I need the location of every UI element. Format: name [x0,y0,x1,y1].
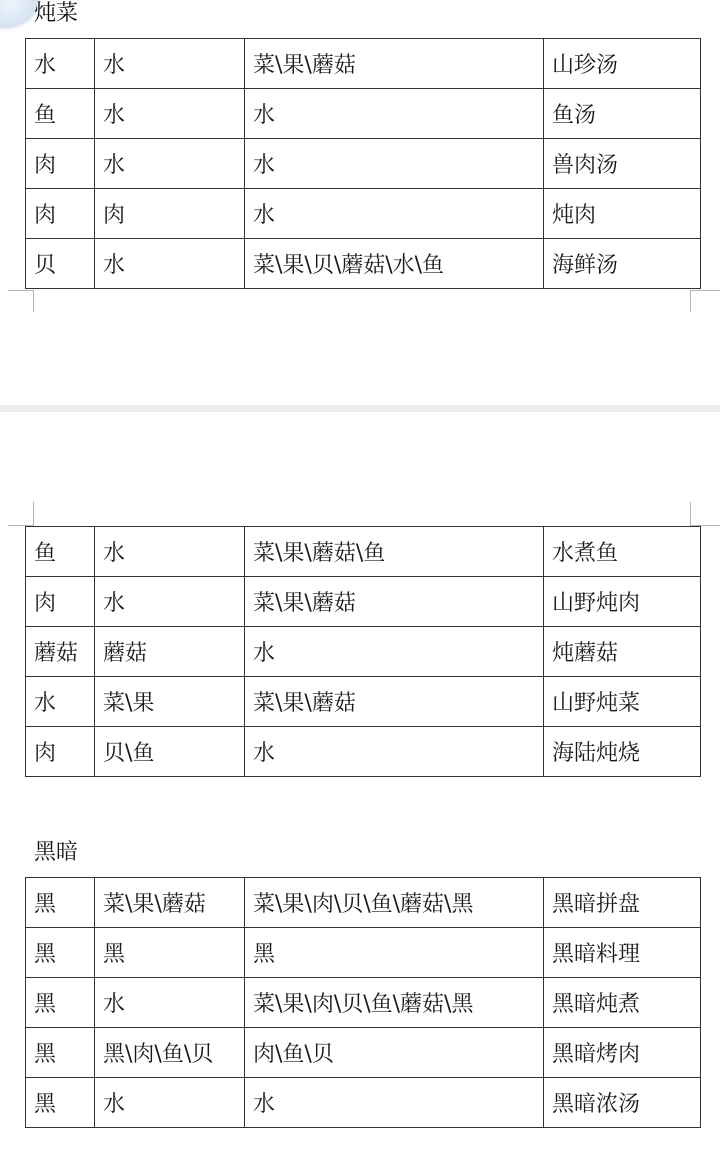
table-cell: 肉 [26,139,95,189]
table-row [26,89,701,139]
table-row [26,39,701,89]
table-cell: 蘑菇 [95,627,245,677]
table-cell: 水 [245,189,544,239]
table-cell: 菜\果\蘑菇 [245,577,544,627]
recipe-table-dark [25,877,701,1128]
table-cell: 水 [95,139,245,189]
table-cell: 黑暗拼盘 [544,878,701,928]
table-cell: 水 [95,527,245,577]
table-cell: 鱼汤 [544,89,701,139]
document-page-1 [0,0,720,405]
table-cell: 蘑菇 [26,627,95,677]
table-cell: 水 [245,1078,544,1128]
table-row [26,1028,701,1078]
table-row [26,527,701,577]
table-cell: 菜\果\蘑菇\鱼 [245,527,544,577]
crop-mark [8,290,34,291]
table-row [26,727,701,777]
table-row [26,577,701,627]
table-cell: 肉\鱼\贝 [245,1028,544,1078]
table-row [26,189,701,239]
recipe-table-stew [25,38,701,289]
table-cell: 肉 [26,577,95,627]
table-cell: 水 [26,677,95,727]
table-cell: 黑 [26,928,95,978]
table-cell: 水 [95,978,245,1028]
table-cell: 肉 [26,189,95,239]
table-cell: 菜\果 [95,677,245,727]
table-row [26,978,701,1028]
table-cell: 水 [245,89,544,139]
recipe-table-stew-continued [25,526,701,777]
table-cell: 肉 [95,189,245,239]
table-cell: 水 [95,1078,245,1128]
page-corner-decoration [0,0,38,26]
table-cell: 水 [245,139,544,189]
table-cell: 肉 [26,727,95,777]
document-page-2 [0,412,720,1172]
table-cell: 菜\果\蘑菇 [245,677,544,727]
table-cell: 水 [95,89,245,139]
section-heading-stew: 炖菜 [34,1,79,26]
table-cell: 水 [26,39,95,89]
table-row [26,677,701,727]
table-cell: 海陆炖烧 [544,727,701,777]
table-cell: 黑 [95,928,245,978]
table-cell: 黑 [26,878,95,928]
table-row [26,928,701,978]
table-cell: 兽肉汤 [544,139,701,189]
table-cell: 黑 [26,978,95,1028]
table-cell: 贝 [26,239,95,289]
table-cell: 菜\果\肉\贝\鱼\蘑菇\黑 [245,878,544,928]
table-cell: 水 [245,727,544,777]
table-cell: 菜\果\肉\贝\鱼\蘑菇\黑 [245,978,544,1028]
table-cell: 炖蘑菇 [544,627,701,677]
table-cell: 水 [95,39,245,89]
table-cell: 黑\肉\鱼\贝 [95,1028,245,1078]
table-cell: 水 [245,627,544,677]
table-cell: 黑暗料理 [544,928,701,978]
table-cell: 炖肉 [544,189,701,239]
table-row [26,139,701,189]
table-cell: 黑 [26,1028,95,1078]
table-row [26,627,701,677]
table-cell: 贝\鱼 [95,727,245,777]
table-cell: 山野炖肉 [544,577,701,627]
table-cell: 菜\果\蘑菇 [245,39,544,89]
table-row [26,878,701,928]
table-cell: 黑暗浓汤 [544,1078,701,1128]
table-cell: 山野炖菜 [544,677,701,727]
crop-mark [33,290,34,312]
table-cell: 水 [95,239,245,289]
page-separator [0,405,720,412]
section-heading-dark: 黑暗 [34,840,79,865]
table-cell: 菜\果\蘑菇 [95,878,245,928]
table-cell: 黑 [245,928,544,978]
table-cell: 鱼 [26,527,95,577]
crop-mark [690,290,691,312]
table-cell: 水煮鱼 [544,527,701,577]
table-cell: 黑 [26,1078,95,1128]
crop-mark [690,290,720,291]
table-cell: 黑暗烤肉 [544,1028,701,1078]
crop-mark [33,502,34,526]
table-cell: 黑暗炖煮 [544,978,701,1028]
crop-mark [690,502,691,526]
table-row [26,1078,701,1128]
table-cell: 菜\果\贝\蘑菇\水\鱼 [245,239,544,289]
table-cell: 水 [95,577,245,627]
table-cell: 鱼 [26,89,95,139]
table-cell: 海鲜汤 [544,239,701,289]
table-cell: 山珍汤 [544,39,701,89]
table-row [26,239,701,289]
